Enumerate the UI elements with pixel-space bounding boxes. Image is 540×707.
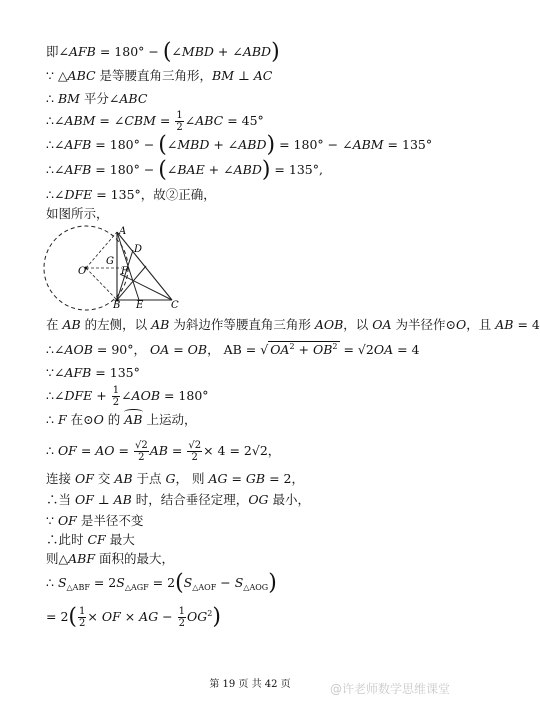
- proof-line-14: ∴ OF = AO = $\frac{√2}{2}$ AB = $\frac{√2}{2}$ × 4 = 2√2，: [46, 440, 281, 463]
- label-e: E: [136, 300, 144, 311]
- proof-line-20: ∴ $S_{\triangle ABF} = 2S_{\triangle AGF} = 2(S_{\triangle AOF} - S_{\triangle AOG})$: [46, 570, 277, 596]
- proof-line-18: ∴此时 CF 最大: [46, 532, 135, 547]
- label-b: B: [113, 300, 121, 311]
- proof-line-16: ∴当 OF ⊥ AB 时，结合垂径定理，OG 最小，: [46, 492, 311, 507]
- label-c: C: [171, 300, 179, 311]
- proof-line-13: ∴ F 在⊙O 的 AB 上运动，: [46, 412, 197, 427]
- geometry-diagram: [42, 224, 192, 311]
- label-g: G: [106, 256, 114, 267]
- proof-line-9: 在 AB 的左侧，以 AB 为斜边作等腰直角三角形 AOB，以 OA 为半径作⊙O，且 AB = 4: [46, 317, 540, 332]
- proof-line-12: ∴∠DFE + $\frac{1}{2}$ ∠AOB = 180°: [46, 385, 209, 408]
- segment-ob: [86, 268, 117, 300]
- proof-line-6: ∴∠AFB = 180° − (∠BAE + ∠ABD) = 135°,: [46, 157, 323, 183]
- proof-line-11: ∵∠AFB = 135°: [46, 365, 140, 380]
- label-d: D: [134, 244, 143, 255]
- label-a: A: [119, 226, 127, 237]
- proof-line-7: ∴∠DFE = 135°，故②正确，: [46, 187, 216, 202]
- label-o: O: [78, 266, 87, 277]
- proof-line-1: 即∠AFB = 180° − (∠MBD + ∠ABD): [46, 39, 280, 65]
- label-f: F: [121, 266, 128, 277]
- proof-line-8: 如图所示，: [46, 206, 109, 221]
- watermark: @许老师数学思维课堂: [330, 682, 451, 696]
- page-footer: 第 19 页 共 42 页: [209, 679, 291, 690]
- proof-line-10: ∴∠AOB = 90°， OA = OB， AB = √ $OA^2 + OB^2 = √2OA = 4$: [46, 342, 420, 357]
- proof-line-17: ∵ OF 是半径不变: [46, 513, 144, 528]
- proof-line-4: ∴∠ABM = ∠CBM = $\frac{1}{2}$ ∠ABC = 45°: [46, 110, 264, 133]
- proof-line-19: 则△ABF 面积的最大，: [46, 551, 174, 566]
- proof-line-21: = 2( $\frac{1}{2}$ × OF × AG − $\frac{1}{2}$ $OG^2$): [46, 604, 221, 630]
- proof-line-2: ∵ △ABC 是等腰直角三角形，BM ⊥ AC: [46, 68, 273, 83]
- proof-line-5: ∴∠AFB = 180° − (∠MBD + ∠ABD) = 180° − ∠ABM = 135°: [46, 132, 433, 158]
- proof-line-15: 连接 OF 交 AB 于点 G， 则 AG = GB = 2，: [46, 471, 304, 486]
- proof-line-3: ∴ BM 平分∠ABC: [46, 91, 148, 106]
